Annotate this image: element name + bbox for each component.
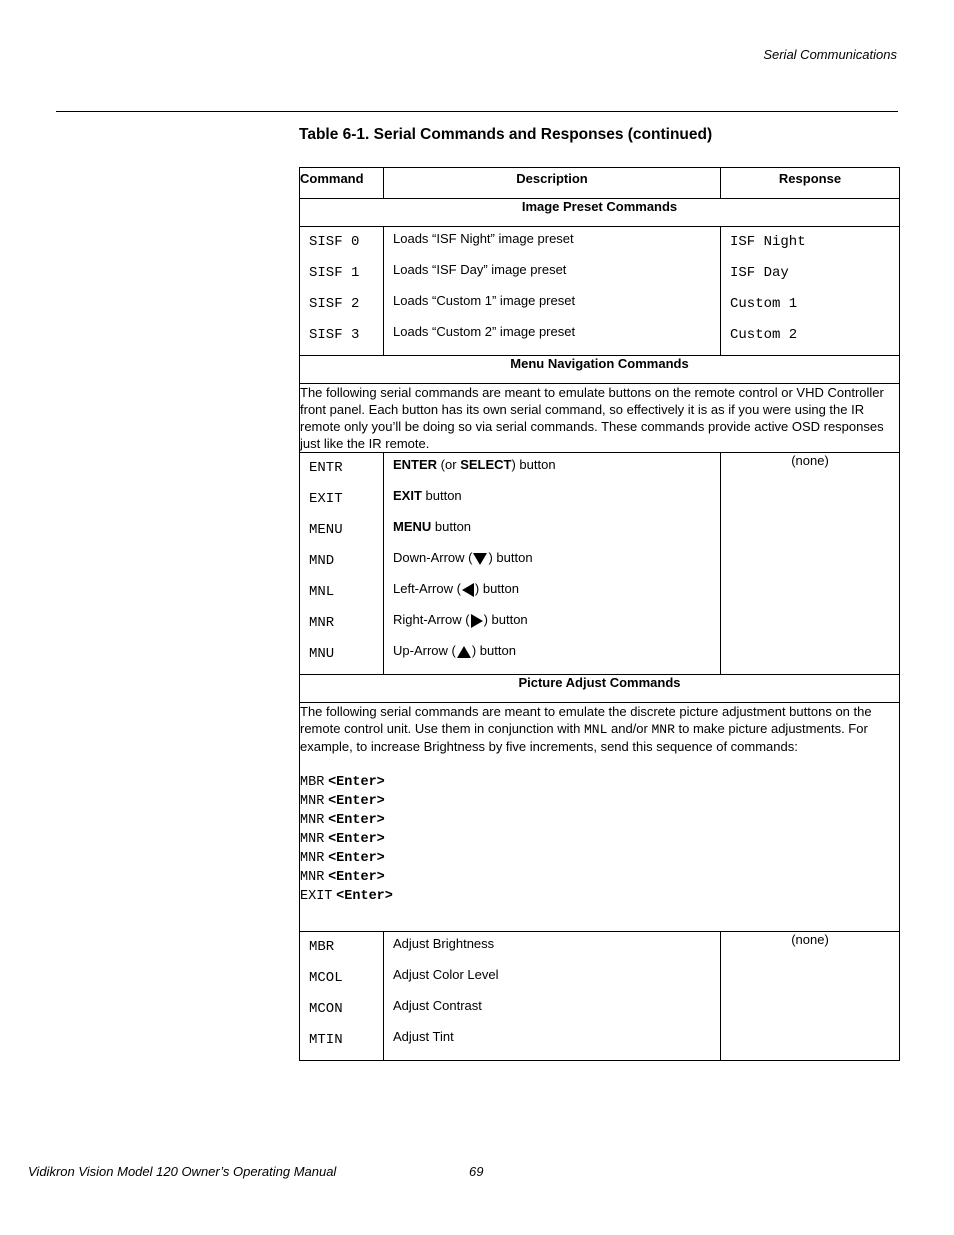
picture-adjust-intro: [300, 703, 900, 932]
command-description: Adjust Color Level: [393, 967, 499, 982]
sequence-line: [300, 886, 899, 905]
menu-navigation-response: (none): [721, 453, 900, 675]
command-description: Loads “Custom 2” image preset: [393, 324, 576, 339]
description-text: (or: [437, 457, 461, 472]
command-code: MNR: [309, 615, 335, 631]
command-code: SISF 1: [309, 265, 360, 281]
command-code: MNL: [309, 584, 335, 600]
inline-code: MNL: [583, 722, 608, 737]
sequence-line: [300, 867, 899, 886]
command-description: Adjust Brightness: [393, 936, 495, 951]
command-description: [393, 457, 720, 488]
up-arrow-icon: [457, 646, 471, 658]
picture-adjust-descriptions-cell: [384, 932, 721, 1061]
description-text: ) button: [483, 612, 528, 627]
image-preset-responses-cell: [721, 227, 900, 356]
sequence-line: [300, 829, 899, 848]
command-sequence: [300, 772, 899, 905]
sequence-command: MNR: [300, 813, 325, 828]
sequence-line: [300, 810, 899, 829]
command-description: Loads “ISF Night” image preset: [393, 231, 574, 246]
image-preset-descriptions-cell: [384, 227, 721, 356]
running-head: Serial Communications: [763, 47, 897, 62]
command-response: ISF Night: [730, 234, 806, 250]
enter-token: <Enter>: [328, 870, 385, 885]
description-text: Down-Arrow (: [393, 550, 473, 565]
footer-page-number: 69: [469, 1164, 484, 1179]
command-response: Custom 2: [730, 327, 798, 343]
column-header-description: Description: [384, 168, 721, 199]
description-text: Left-Arrow (: [393, 581, 461, 596]
right-arrow-icon: [471, 614, 483, 628]
command-description: Loads “ISF Day” image preset: [393, 262, 567, 277]
table-caption: Table 6-1. Serial Commands and Responses (continued): [299, 126, 713, 143]
command-code: EXIT: [309, 491, 343, 507]
command-code: MTIN: [309, 1032, 343, 1048]
description-text: button: [431, 519, 472, 534]
description-text: ) button: [511, 457, 556, 472]
enter-token: <Enter>: [328, 794, 385, 809]
section-heading-menu-navigation: Menu Navigation Commands: [300, 356, 900, 384]
intro-text: to make picture adjustments. For example, to increase Brightness by five increments, send this sequence of commands:: [300, 721, 868, 754]
intro-text: and/or: [607, 721, 652, 736]
description-text: Up-Arrow (: [393, 643, 456, 658]
command-code: MCON: [309, 1001, 343, 1017]
enter-token: <Enter>: [336, 889, 393, 904]
section-heading-image-preset: Image Preset Commands: [300, 199, 900, 227]
button-name: EXIT: [393, 488, 422, 503]
menu-navigation-rows: [300, 453, 900, 675]
command-description: [393, 612, 720, 643]
section-row-picture-adjust: [300, 675, 900, 703]
down-arrow-icon: [473, 553, 487, 565]
command-code: SISF 3: [309, 327, 360, 343]
image-preset-commands-cell: [300, 227, 384, 356]
sequence-command: MNR: [300, 851, 325, 866]
description-text: ) button: [474, 581, 519, 596]
command-code: SISF 2: [309, 296, 360, 312]
description-text: Right-Arrow (: [393, 612, 470, 627]
button-name: SELECT: [460, 457, 512, 472]
menu-navigation-intro: The following serial commands are meant to emulate buttons on the remote control or VHD Controller front panel. Each button has its own serial command, so effectively it is as if you were using the IR remote only you’ll be doing so via serial commands. These commands provide active OSD responses just like the IR remote.: [300, 384, 900, 453]
description-text: ) button: [488, 550, 533, 565]
section-row-image-preset: [300, 199, 900, 227]
description-text: ) button: [471, 643, 516, 658]
inline-code: MNR: [651, 722, 675, 737]
command-code: MBR: [309, 939, 335, 955]
picture-adjust-rows: [300, 932, 900, 1061]
intro-text: The following serial commands are meant to emulate the discrete picture adjustment buttons on the remote control unit. Use them in conjunction with: [300, 704, 872, 736]
button-name: MENU: [393, 519, 432, 534]
command-response: Custom 1: [730, 296, 798, 312]
menu-navigation-commands-cell: [300, 453, 384, 675]
picture-adjust-response: (none): [721, 932, 900, 1061]
sequence-line: [300, 772, 899, 791]
command-description: [393, 581, 720, 612]
picture-adjust-intro-row: [300, 703, 900, 932]
command-code: MENU: [309, 522, 343, 538]
command-description: Adjust Contrast: [393, 998, 482, 1013]
section-heading-picture-adjust: Picture Adjust Commands: [300, 675, 900, 703]
footer-manual-title: Vidikron Vision Model 120 Owner’s Operating Manual: [28, 1164, 337, 1179]
table-header-row: [300, 168, 900, 199]
enter-token: <Enter>: [328, 851, 385, 866]
sequence-line: [300, 791, 899, 810]
sequence-command: MNR: [300, 794, 325, 809]
column-header-response: Response: [721, 168, 900, 199]
command-code: MCOL: [309, 970, 343, 986]
command-description: Adjust Tint: [393, 1029, 454, 1044]
sequence-command: MNR: [300, 870, 325, 885]
enter-token: <Enter>: [328, 813, 385, 828]
command-description: [393, 550, 720, 581]
command-description: [393, 643, 720, 674]
command-description: Loads “Custom 1” image preset: [393, 293, 576, 308]
column-header-command: Command: [300, 168, 384, 199]
command-response: ISF Day: [730, 265, 789, 281]
menu-navigation-intro-row: [300, 384, 900, 453]
command-code: MND: [309, 553, 335, 569]
command-description: [393, 519, 720, 550]
header-rule: [56, 111, 898, 112]
picture-adjust-commands-cell: [300, 932, 384, 1061]
sequence-command: EXIT: [300, 889, 333, 904]
command-code: ENTR: [309, 460, 343, 476]
enter-token: <Enter>: [328, 832, 385, 847]
left-arrow-icon: [462, 583, 474, 597]
command-description: [393, 488, 720, 519]
image-preset-rows: [300, 227, 900, 356]
serial-commands-table: [299, 167, 900, 1061]
enter-token: <Enter>: [328, 775, 385, 790]
command-code: MNU: [309, 646, 335, 662]
sequence-command: MNR: [300, 832, 325, 847]
description-text: button: [421, 488, 462, 503]
section-row-menu-navigation: [300, 356, 900, 384]
sequence-command: MBR: [300, 775, 325, 790]
sequence-line: [300, 848, 899, 867]
menu-navigation-descriptions-cell: [384, 453, 721, 675]
button-name: ENTER: [393, 457, 438, 472]
command-code: SISF 0: [309, 234, 360, 250]
